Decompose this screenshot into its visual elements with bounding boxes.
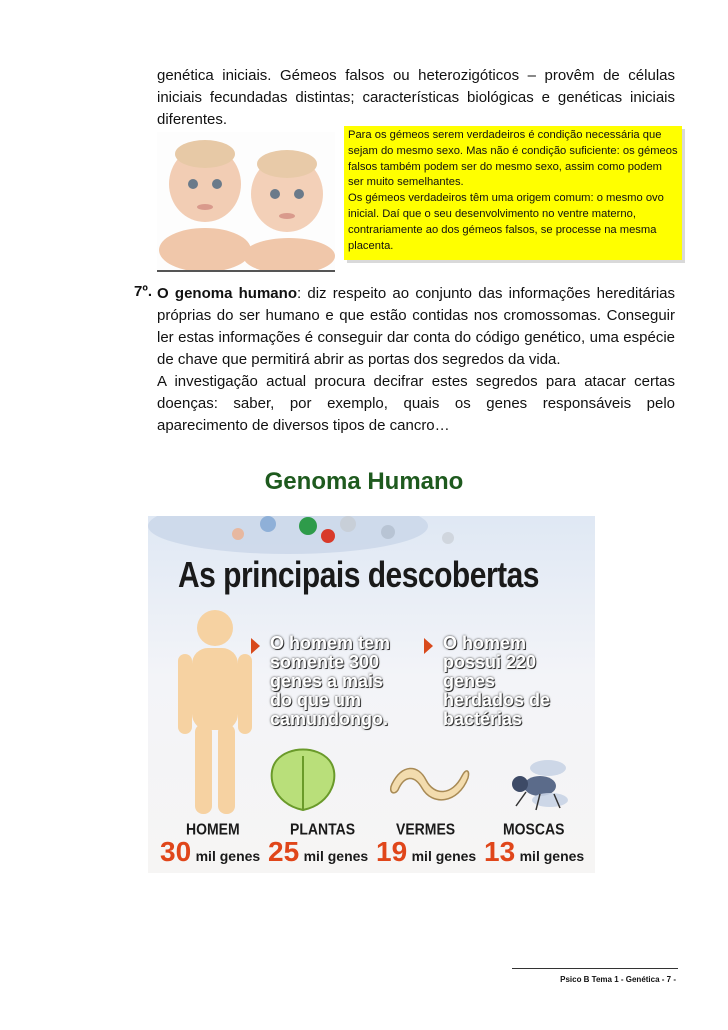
twins-note-box xyxy=(344,126,682,260)
count-human-number: 30 xyxy=(160,836,192,867)
infographic-title: As principais descobertas xyxy=(178,556,539,596)
fly-icon xyxy=(496,752,586,812)
count-flies xyxy=(484,836,584,868)
intro-paragraph: genética iniciais. Gémeos falsos ou heterozigóticos – provêm de células iniciais fecundadas distintas; características biológicas e genéticas iniciais diferentes. xyxy=(157,67,675,128)
note-paragraph-1: Para os gémeos serem verdadeiros é condição necessária que sejam do mesmo sexo. Mas não é condição suficiente: os gémeos falsos também podem ser do mesmo sexo, assim como podem ser muito semelhantes. xyxy=(348,129,678,189)
count-plants-number: 25 xyxy=(268,836,300,867)
count-worms-unit: mil genes xyxy=(411,848,477,864)
section-genome xyxy=(157,283,675,437)
fact2-arrow-icon xyxy=(424,638,433,654)
count-flies-unit: mil genes xyxy=(519,848,585,864)
footer-rule xyxy=(512,968,678,969)
label-human: HOMEM xyxy=(186,819,240,839)
label-plants: PLANTAS xyxy=(290,819,356,839)
fact1-arrow-icon xyxy=(251,638,260,654)
genome-term: O genoma humano xyxy=(157,285,297,302)
section-number: 7º. xyxy=(134,283,152,300)
genome-research: A investigação actual procura decifrar estes segredos para atacar certas doenças: saber, por exemplo, quais os genes responsáveis pelo aparecimento de diversos tipos de cancro… xyxy=(157,373,675,434)
count-worms-number: 19 xyxy=(376,836,408,867)
fact-mouse: O homem tem somente 300 genes a mais do que um camundongo. xyxy=(270,633,391,729)
genome-definition: : diz respeito ao conjunto das informações hereditárias próprias do ser humano e que estão contidas nos cromossomas. Conseguir ler estas informações é conseguir dar conta do código genético, uma espécie de chave que permitirá abrir as portas dos segredos da vida. xyxy=(157,285,675,368)
count-flies-number: 13 xyxy=(484,836,516,867)
worm-icon xyxy=(386,754,476,814)
leaf-icon xyxy=(263,744,343,814)
count-plants-unit: mil genes xyxy=(303,848,369,864)
human-icon xyxy=(170,606,260,826)
label-worms: VERMES xyxy=(396,819,456,839)
label-flies: MOSCAS xyxy=(503,819,565,839)
babies-illustration xyxy=(157,132,335,270)
note-paragraph-2: Os gémeos verdadeiros têm uma origem comum: o mesmo ovo inicial. Daí que o seu desenvolvimento no ventre materno, contrariamente ao dos gémeos falsos, se processe na mesma placenta. xyxy=(348,192,664,252)
fact-bacteria: O homem possui 220 genes herdados de bactérias xyxy=(443,633,551,729)
count-worms xyxy=(376,836,476,868)
twin-babies-photo xyxy=(157,132,335,272)
genome-infographic xyxy=(148,516,595,873)
section-heading: Genoma Humano xyxy=(264,468,464,495)
count-human-unit: mil genes xyxy=(195,848,261,864)
page-footer: Psico B Tema 1 - Genética - 7 - xyxy=(560,975,676,984)
count-human xyxy=(160,836,260,868)
count-plants xyxy=(268,836,368,868)
